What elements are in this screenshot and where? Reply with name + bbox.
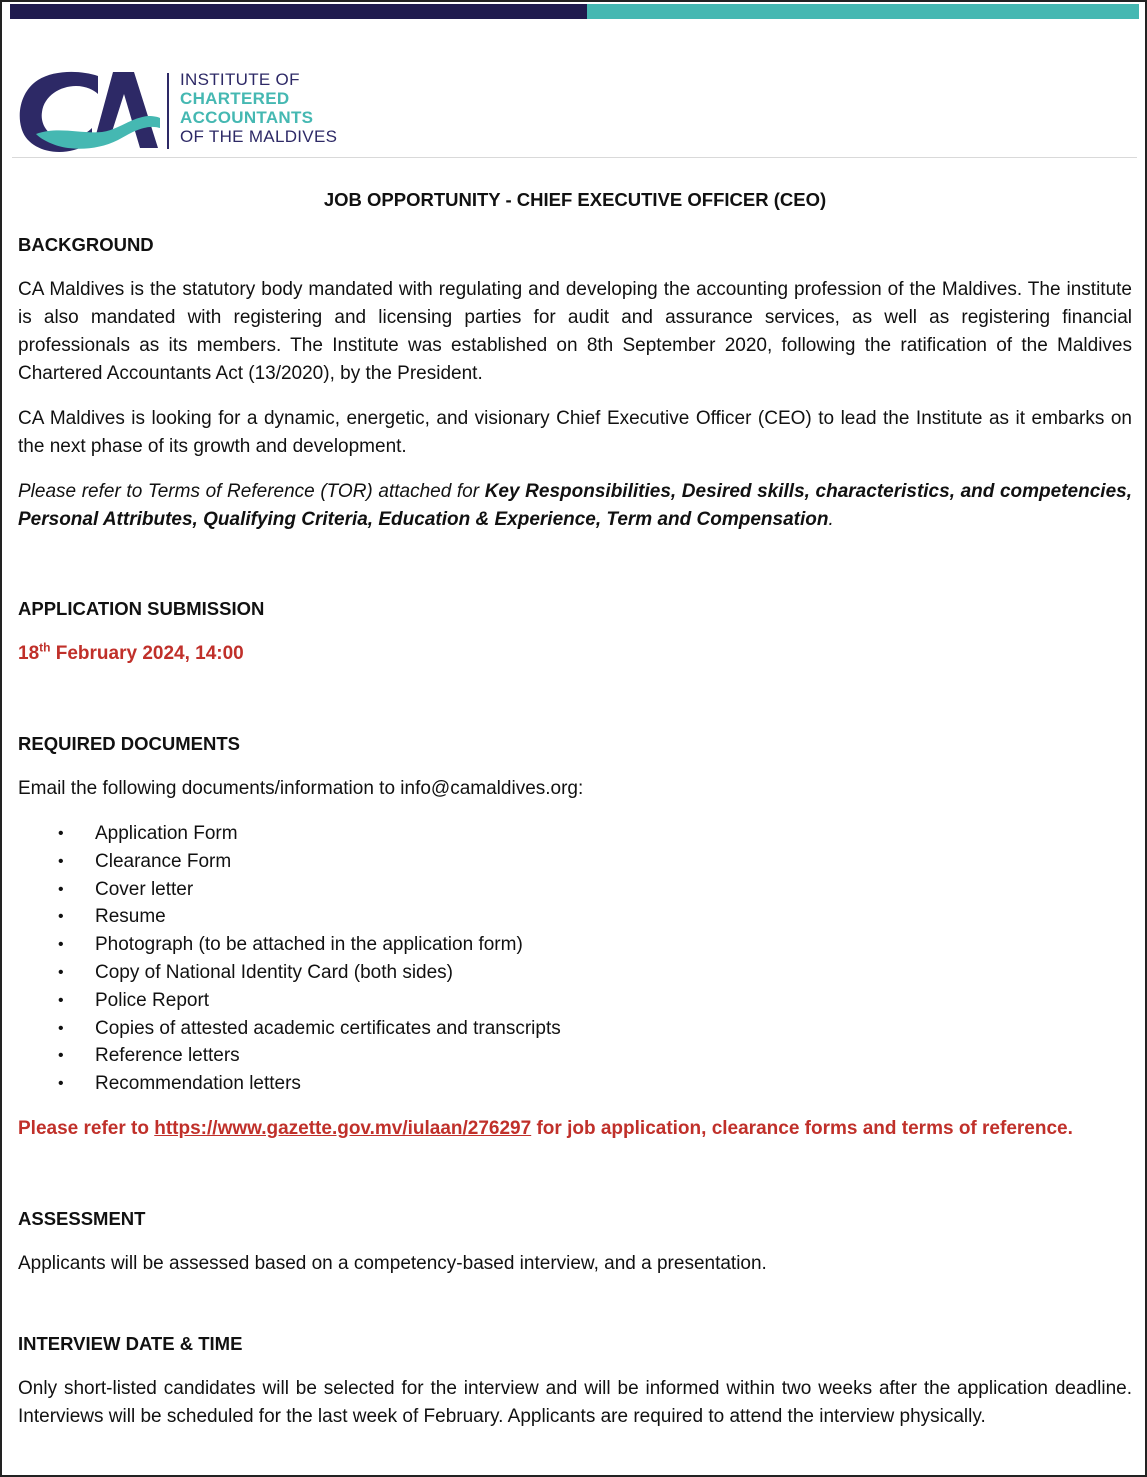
tor-end-text: . [828,509,834,530]
list-item-text: Copy of National Identity Card (both sides) [95,961,454,983]
list-item-text: Reference letters [95,1045,240,1067]
logo-line-2: CHARTERED [180,89,290,108]
list-item [18,820,1132,848]
bullet-icon: • [58,880,64,898]
interview-heading: INTERVIEW DATE & TIME [18,1332,243,1354]
gazette-prefix: Please refer to [18,1117,155,1139]
bullet-icon: • [58,936,64,954]
list-item [18,959,1132,987]
list-item-text: Recommendation letters [95,1073,301,1095]
gazette-reference [18,1115,1132,1143]
deadline-suffix: th [39,640,51,655]
bullet-icon: • [58,1047,64,1065]
logo-line-1: INSTITUTE OF [180,70,300,89]
documents-heading: REQUIRED DOCUMENTS [18,733,241,754]
bullet-icon: • [58,852,64,870]
documents-list [18,820,1132,1098]
list-item [18,876,1132,904]
bullet-icon: • [58,908,64,926]
assessment-heading: ASSESSMENT [18,1207,146,1229]
list-item [18,1070,1132,1098]
header-divider [12,157,1137,158]
list-item-text: Application Form [95,823,238,844]
background-paragraph-2: CA Maldives is looking for a dynamic, energetic, and visionary Chief Executive Officer (CEO) to lead the Institute as it embarks on the next phase of its growth and development. [18,408,1132,457]
list-item-text: Photograph (to be attached in the application form) [95,934,523,956]
assessment-text: Applicants will be assessed based on a competency-based interview, and a presentation. [18,1252,767,1274]
bullet-icon: • [58,825,64,842]
deadline-day: 18 [18,643,40,664]
list-item-text: Cover letter [95,878,194,900]
list-item [18,1015,1132,1043]
tor-reference-paragraph [18,478,1132,534]
logo-wordmark [180,70,337,146]
tor-topics-text: Key Responsibilities, Desired skills, characteristics, and competencies, Personal Attributes, Qualifying Criteria, Education & Experience, Term and Compensation [18,481,1132,530]
bullet-icon: • [58,1019,64,1037]
background-paragraph-1: CA Maldives is the statutory body mandated with regulating and developing the accounting profession of the Maldives. The institute is also mandated with registering and licensing parties for audit and assurance services, as well as registering financial professionals as its members. The Institute was established on 8th September 2020, following the ratification of the Maldives Chartered Accountants Act (13/2020), by the President. [18,279,1132,384]
page-title: JOB OPPORTUNITY - CHIEF EXECUTIVE OFFICER (CEO) [323,189,827,210]
bullet-icon: • [58,963,64,981]
gazette-link[interactable]: https://www.gazette.gov.mv/iulaan/276297 [154,1117,532,1139]
gazette-suffix: for job application, clearance forms and terms of reference. [531,1117,1073,1139]
document-body [18,186,1132,1431]
top-bar-navy [10,4,587,19]
list-item [18,848,1132,876]
list-item-text: Resume [95,906,166,928]
top-bar-teal [587,4,1139,19]
list-item [18,1042,1132,1070]
list-item [18,987,1132,1015]
bullet-icon: • [58,1075,64,1093]
application-deadline [18,640,1132,668]
list-item-text: Clearance Form [95,850,232,872]
list-item [18,931,1132,959]
bullet-icon: • [58,991,64,1009]
application-heading: APPLICATION SUBMISSION [18,598,265,619]
tor-intro-text: Please refer to Terms of Reference (TOR) attached for [18,481,485,502]
list-item [18,903,1132,931]
logo-line-3: ACCOUNTANTS [180,108,314,127]
list-item-text: Copies of attested academic certificates and transcripts [95,1017,561,1039]
interview-text: Only short-listed candidates will be selected for the interview and will be informed within two weeks after the application deadline. Interviews will be scheduled for the last week of February. Applicants are required to attend the interview physically. [18,1377,1132,1427]
list-item-text: Police Report [95,989,210,1011]
documents-intro: Email the following documents/information to info@camaldives.org: [18,778,584,799]
logo-divider [167,73,169,149]
logo-line-4: OF THE MALDIVES [180,127,338,146]
background-heading: BACKGROUND [18,234,154,255]
deadline-rest: February 2024, 14:00 [50,643,244,664]
